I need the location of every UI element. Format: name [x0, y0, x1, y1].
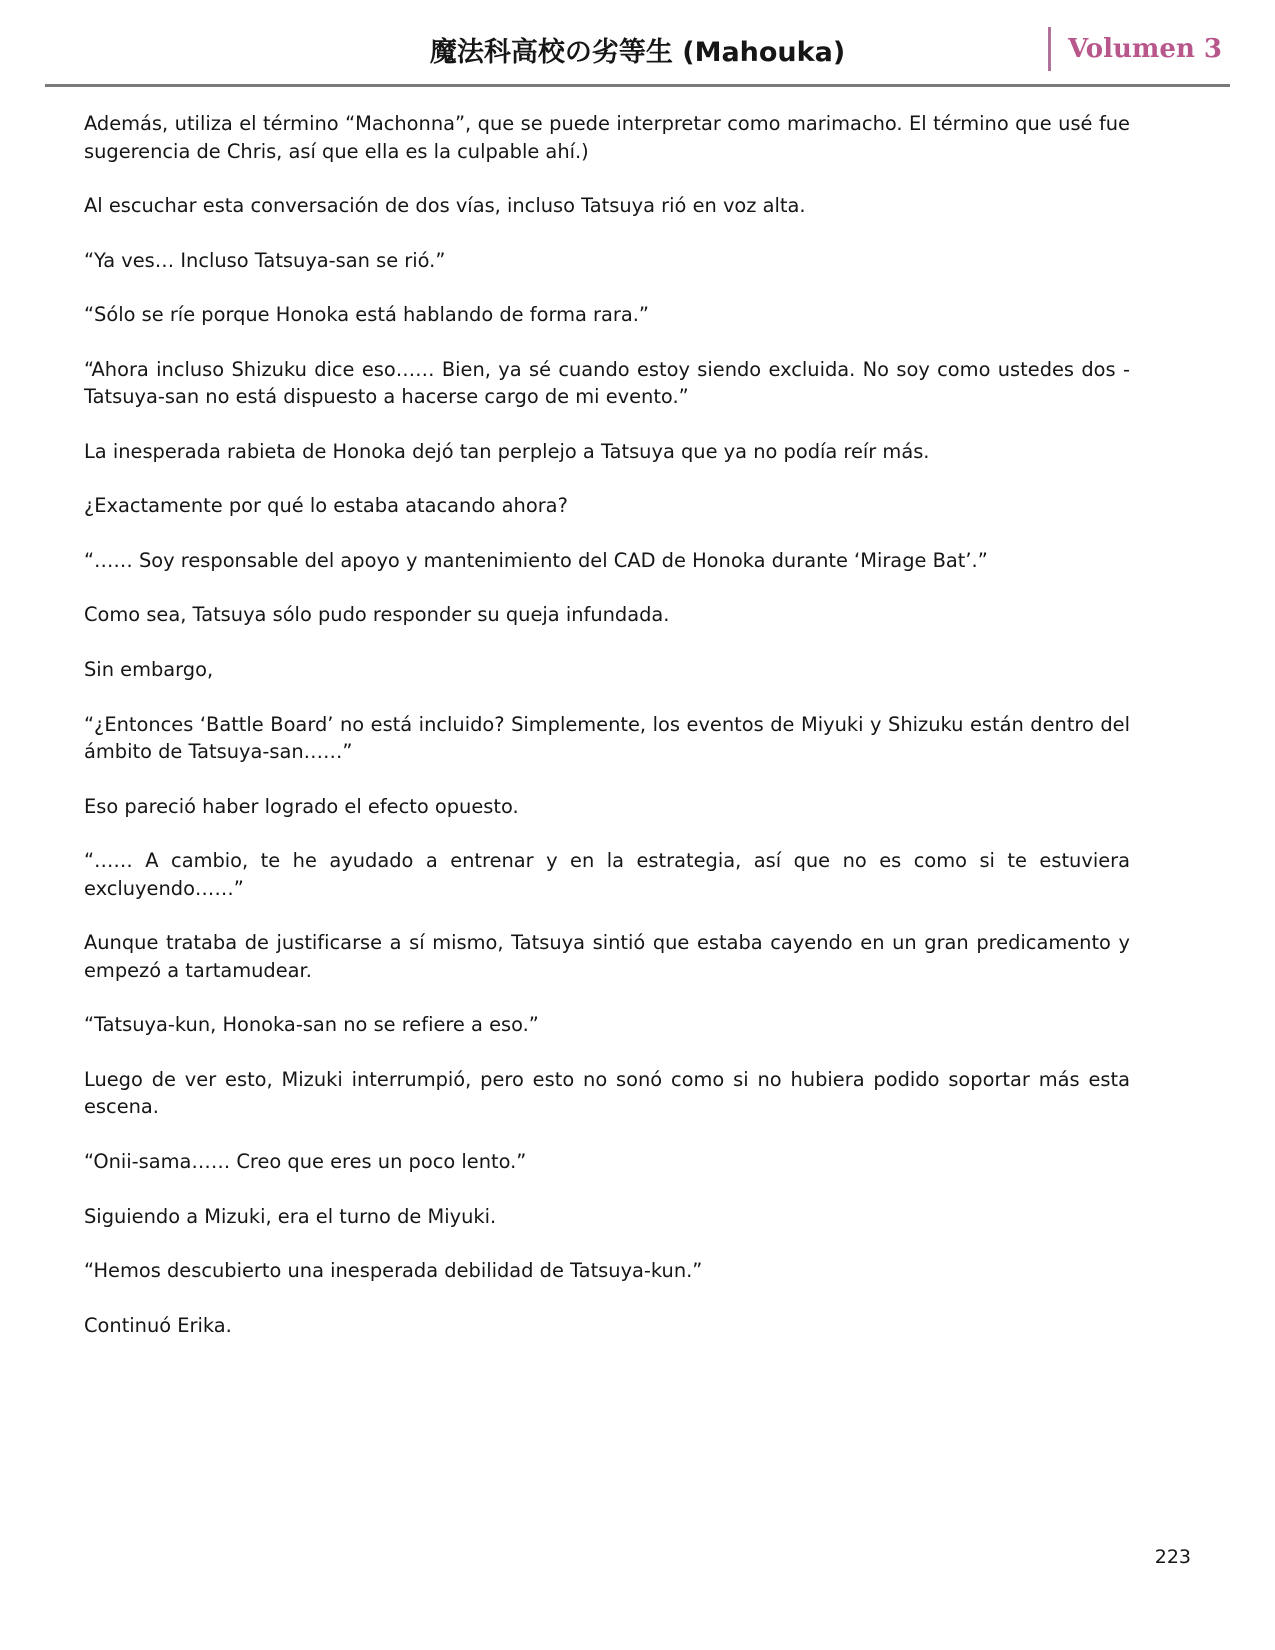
page-title-japanese: 魔法科高校の劣等生 [429, 36, 673, 68]
page-body [84, 110, 1130, 1339]
page-number: 223 [1154, 1546, 1191, 1568]
header-inner [45, 22, 1230, 76]
page-title-romaji: (Mahouka) [682, 36, 846, 68]
paragraph: La inesperada rabieta de Honoka dejó tan perplejo a Tatsuya que ya no podía reír más. [84, 439, 930, 463]
header-rule [45, 84, 1230, 87]
paragraph: “Ahora incluso Shizuku dice eso…… Bien, ya sé cuando estoy siendo excluida. No soy como ustedes dos - Tatsuya-san no está dispuesto a hacerse cargo de mi evento.” [84, 357, 1130, 409]
paragraph: Además, utiliza el término “Machonna”, que se puede interpretar como marimacho. El término que usé fue sugerencia de Chris, así que ella es la culpable ahí.) [84, 112, 1130, 163]
volume-label: Volumen 3 [1067, 34, 1222, 64]
paragraph: Sin embargo, [84, 658, 214, 682]
paragraph: Continuó Erika. [84, 1313, 232, 1337]
paragraph: Luego de ver esto, Mizuki interrumpió, pero esto no sonó como si no hubiera podido soportar más esta escena. [84, 1067, 1130, 1119]
paragraph: “Sólo se ríe porque Honoka está hablando de forma rara.” [84, 303, 649, 327]
page-header [45, 22, 1230, 84]
paragraph: “Hemos descubierto una inesperada debilidad de Tatsuya-kun.” [84, 1259, 703, 1283]
paragraph: ¿Exactamente por qué lo estaba atacando ahora? [84, 494, 568, 518]
paragraph: Aunque trataba de justificarse a sí mismo, Tatsuya sintió que estaba cayendo en un gran predicamento y empezó a tartamudear. [84, 931, 1130, 982]
paragraph: Siguiendo a Mizuki, era el turno de Miyuki. [84, 1204, 497, 1228]
paragraph: “¿Entonces ‘Battle Board’ no está incluido? Simplemente, los eventos de Miyuki y Shizuku están dentro del ámbito de Tatsuya-san……” [84, 712, 1130, 764]
paragraph: “Tatsuya-kun, Honoka-san no se refiere a eso.” [84, 1013, 539, 1037]
paragraph: “Ya ves… Incluso Tatsuya-san se rió.” [84, 248, 446, 272]
paragraph: Al escuchar esta conversación de dos vías, incluso Tatsuya rió en voz alta. [84, 194, 806, 218]
page-title [430, 30, 845, 69]
paragraph: “…… Soy responsable del apoyo y mantenimiento del CAD de Honoka durante ‘Mirage Bat’.” [84, 548, 988, 572]
paragraph: Eso pareció haber logrado el efecto opuesto. [84, 794, 519, 818]
paragraph: Como sea, Tatsuya sólo pudo responder su queja infundada. [84, 603, 670, 627]
paragraph: “Onii-sama…… Creo que eres un poco lento.” [84, 1150, 527, 1174]
paragraph: “…… A cambio, te he ayudado a entrenar y en la estrategia, así que no es como si te estuviera excluyendo……” [84, 849, 1130, 900]
volume-divider [1048, 27, 1051, 71]
volume-indicator [1048, 27, 1222, 71]
